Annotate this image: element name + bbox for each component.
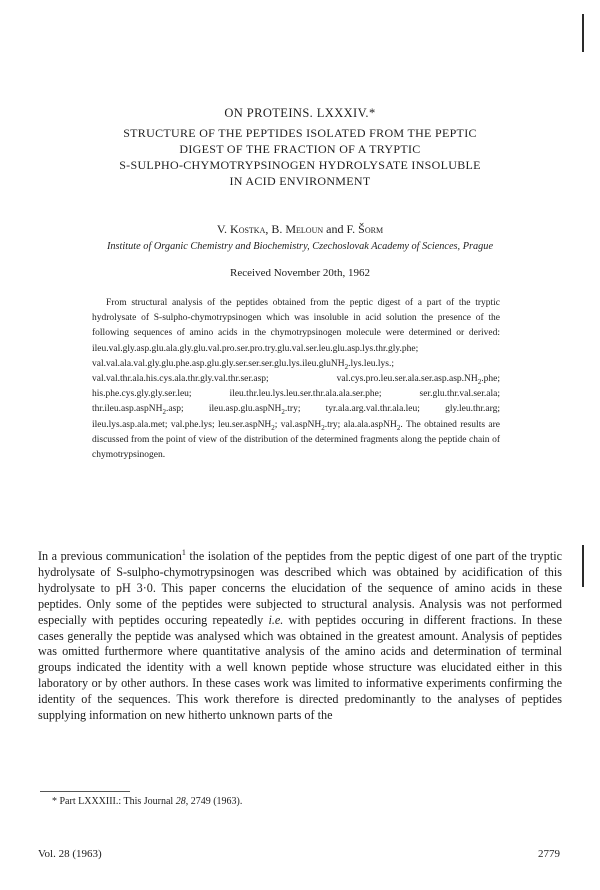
scan-edge-mark <box>582 14 584 52</box>
abstract-text: .phe; his.phe.cys.gly.gly.ser.leu; ileu.thr.leu.lys.leu.ser.thr.ala.ala.ser.phe; ser.glu.thr.val.ser.ala; thr.ileu.asp.aspNH <box>92 374 500 415</box>
subscript: 2 <box>396 423 401 432</box>
footnote-text: , 2749 (1963). <box>185 796 243 807</box>
page-number: 2779 <box>538 848 560 860</box>
author-list <box>60 222 540 237</box>
abstract-text: .asp; ileu.asp.glu.aspNH <box>165 404 282 415</box>
title-line: S-SULPHO-CHYMOTRYPSINOGEN HYDROLYSATE INSOLUBLE <box>119 158 481 172</box>
title-line: DIGEST OF THE FRACTION OF A TRYPTIC <box>179 142 421 156</box>
footnote <box>52 796 532 807</box>
title-line: STRUCTURE OF THE PEPTIDES ISOLATED FROM THE PEPTIC <box>123 126 477 140</box>
abstract-text: From structural analysis of the peptides obtained from the peptic digest of a part of the tryptic hydrolysate of S-sulpho-chymotrypsinogen which was insoluble in acid solution the presence of the following sequences of amino acids in the chymotrypsinogen molecule were determined or derived: ileu.val.gly.asp.glu.ala.gly.glu.val.pro.ser.pro.try.glu.val.ser.leu.glu.asp.lys.thr.gly.phe; val.val.ala.val.gly.glu.phe.asp.glu.gly.ser.ser.ser.glu.lys.ileu.gluNH <box>92 298 500 369</box>
abstract-text: . The obtained results are discussed from the point of view of the distribution of the determined fragments along the peptide chain of chymotrypsinogen. <box>92 419 500 461</box>
author-name: F. Šorm <box>346 222 384 236</box>
body-paragraph <box>38 549 562 724</box>
journal-volume: Vol. 28 (1963) <box>38 848 102 860</box>
paper-title <box>50 125 550 189</box>
received-date: Received November 20th, 1962 <box>230 267 370 279</box>
subscript: 2 <box>477 377 482 386</box>
series-title: ON PROTEINS. LXXXIV.* <box>224 106 376 120</box>
subscript: 2 <box>321 423 325 432</box>
subscript: 2 <box>281 408 285 417</box>
author-name: V. Kostka <box>216 222 266 236</box>
footnote-volume: 28 <box>175 796 186 807</box>
body-text: In a previous communication <box>38 549 182 563</box>
body-emphasis: i.e. <box>268 612 284 627</box>
subscript: 2 <box>162 408 166 417</box>
abstract-text: .try; tyr.ala.arg.val.thr.ala.leu; gly.leu.thr.arg; ileu.lys.asp.ala.met; val.phe.lys; leu.ser.aspNH <box>92 404 500 430</box>
subscript: 2 <box>271 423 275 432</box>
abstract <box>92 296 500 463</box>
abstract-text: .try; ala.ala.aspNH <box>324 419 397 430</box>
author-separator: , <box>265 222 272 236</box>
author-name: B. Meloun <box>271 222 324 236</box>
reference-marker[interactable]: 1 <box>181 547 186 557</box>
body-text: the isolation of the peptides from the peptic digest of one part of the tryptic hydrolysate of S-sulpho-chymotrypsinogen was described which was obtained by acidification of this hydrolysate to pH 3·0. This paper concerns the elucidation of the sequence of amino acids in these peptides. Only some of the peptides were subjected to structural analysis. Analysis was not performed especially with peptides occuring repeatedly <box>38 549 562 627</box>
author-separator: and <box>323 222 347 236</box>
abstract-text: ; val.aspNH <box>274 419 322 430</box>
body-text: with peptides occuring in different fractions. In these cases generally the peptide was analysed which was obtained in the greatest amount. Analysis of peptides was omitted furthermore where quantitative analysis of the amino acids and determination of terminal groups indicated the identity with a well known peptide whose structure was elucidated either in this laboratory or by other authors. In these cases work was limited to informative experiments confirming the identity of the sequences. This work therefore is directed predominantly to the analyses of peptides supplying information on new hitherto unknown parts of the <box>38 612 562 723</box>
abstract-text: .lys.leu.lys.; val.val.thr.ala.his.cys.ala.thr.gly.val.thr.ser.asp; val.cys.pro.leu.ser.ala.ser.asp.asp.NH <box>92 358 478 385</box>
subscript: 2 <box>344 362 349 371</box>
footnote-divider <box>40 791 130 792</box>
scan-edge-mark <box>582 545 584 587</box>
title-line: IN ACID ENVIRONMENT <box>229 174 371 188</box>
footnote-text: * Part LXXXIII.: This Journal <box>52 796 176 807</box>
affiliation: Institute of Organic Chemistry and Biochemistry, Czechoslovak Academy of Sciences, Prague <box>106 241 494 252</box>
